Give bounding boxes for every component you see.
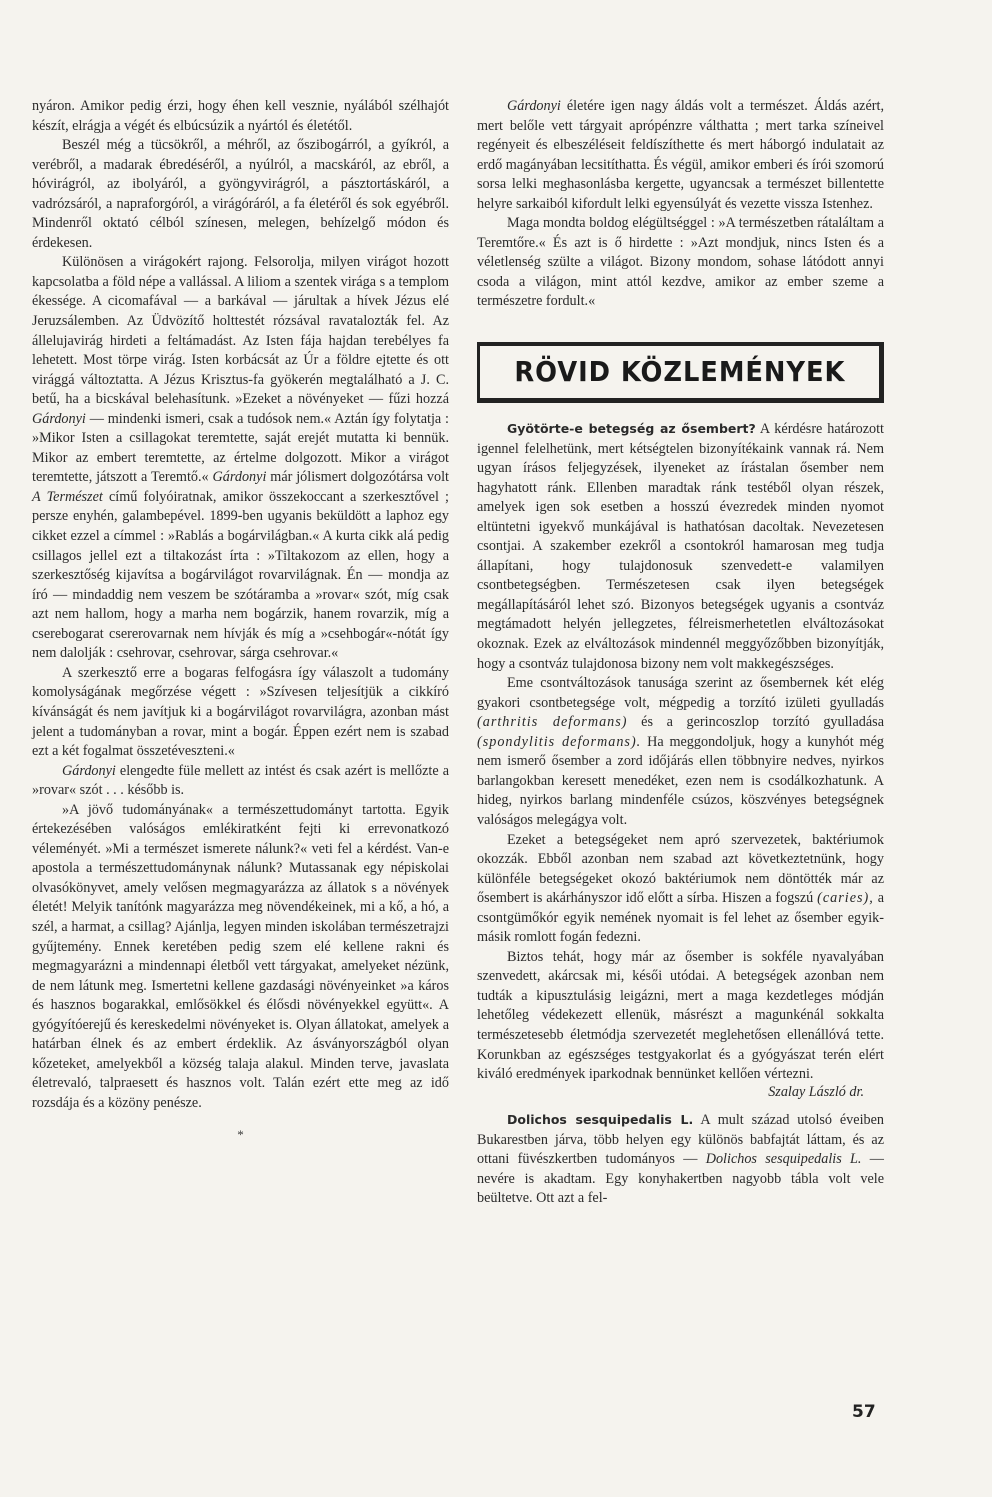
latin-term: (arthritis deformans) (477, 714, 628, 731)
text-run: című folyóiratnak, amikor összekoccant a szerkesztővel ; persze enyhén, galambepével. 1899-ben ugyanis beküldött a laphoz egy cikket ezzel a címmel : »Rablás a bogárvilágban.« A kurta cikk alá pedig csillagos jellel ezt a tiltakozást írta : »Tiltakozom az ellen, hogy a szerkesztőség kijavítsa a bogárvilágot rovarvilágnak. Én — mondja az író — mindaddig nem veszem be szótáramba a »rovar« szót, míg csak azt nem hallom, hogy a marha nem bogárzik, hanem rovarzik, míg a cserebogarat csererovarnak nem hívják és míg a »csehbogár«-nótát így nem dalolják : csehrovar, csehrovar, sárga csehrovar.« (32, 488, 449, 662)
author-name: Gárdonyi (62, 762, 116, 779)
journal-title: A Természet (32, 488, 103, 505)
text-run: Eme csontváltozások tanusága szerint az ősembernek két elég gyakori csontbetegsége volt, mégpedig a torzító izületi gyulladás (477, 675, 884, 711)
author-name: Gárdonyi (212, 469, 267, 486)
text-run: — nevére is akadtam. Egy konyhakertben nagyobb tábla volt vele beültetve. Ott azt a fel- (477, 1151, 884, 1207)
text-run: A kérdésre határozott igennel felelhetünk, mert kétségtelen bizonyítékaink vannak rá. Nem ugyan írásos feljegyzések, ilyeneket az írástalan ősember nem hagyhatott ránk. Ellenben maradtak ránk testéből olyan részek, amelyek igen sok esetben a hosszú évezredek minden nyomot eltüntetni igyekvő munkájával is hathatósan dacoltak. Nevezetesen csontjai. A szakember ezekről a csontokról hamarosan meg tudja állapítani, hogy tulajdonosuk szenvedett-e valamilyen csontbetegségben. Természetesen csak ilyen betegségek megállapításáról lehet szó. Bizonyos betegségek ugyanis a csontváz megtámadott helyén jellegzetes, félreismerhetetlen elváltozásokat okoznak. Ezek az elváltozások mindennél meggyőzőbben bizonyítják, hogy a csontváz tulajdonosa bizony nem volt makkegészséges. (477, 421, 884, 672)
article-paragraph (477, 674, 884, 830)
author-signature: Szalay László dr. (768, 1083, 864, 1100)
text-run: A mult század utolsó éveiben Bukarestben járva, több helyen egy különös babfajtát láttam, és az ottani füvészkertben tudományos — (477, 1112, 884, 1168)
text-run: Ezeket a betegségeket nem apró szervezetek, baktériumok okozzák. Ebből azonban nem szabad azt következtetnünk, hogy különféle betegségeket okozó baktériumok nem döntötték már az ősembert is akárhányszor idő előtt a sírba. Hiszen a fogszú (477, 831, 884, 907)
article-paragraph: Biztos tehát, hogy már az ősember is sokféle nyavalyában szenvedett, akárcsak mi, késői utódai. A betegségek azonban nem tudták a kipusztulásig leigázni, mert a maga kezdetleges módján lehetőleg védekezett ellenük, másrészt a magunkénál sokkalta természetesebb életmódja szervezetét meglehetősen ellenállóvá tette. Korunkban az egészséges testgyakorlat és a gyógyászat terén elért kiváló eredmények iparkodnak bennünket kellően vértezni. (477, 948, 884, 1083)
text-run: életére igen nagy áldás volt a természet. Áldás azért, mert belőle vett tárgyait aprópénzre válthatta ; mert tarka színeivel regényeit és elbeszéléseit feldíszíthette és mert háborgó indulatait az erdő magányában lecsitíthatta. És végül, amikor emberi és írói szomorú sorsa lelki meghasonlásba kergette, ugyancsak a természet billentette helyre sarkaiból kifordult lelki egyensúlyát és vezette vissza Istenhez. (477, 98, 884, 212)
author-name: Gárdonyi (507, 98, 561, 114)
section-heading-box (477, 342, 884, 403)
article-paragraph (477, 1110, 884, 1209)
author-name: Gárdonyi (32, 410, 86, 427)
section-separator-star: * (237, 1127, 244, 1143)
text-run: már jólismert dolgozótársa volt (266, 469, 449, 486)
text-run: a csontgümőkór egyik nemének nyomait is fel lehet az ősember egyik-másik romlott fogán fedezni. (477, 890, 884, 946)
paragraph: »A jövő tudományának« a természettudományt tartotta. Egyik értekezésében valóságos emlékiratként fejti ki errevonatkozó véleményét. »Mi a természet ismerete nálunk?« veti fel a kérdést. Van-e apostola a természettudománynak nálunk? Mutassanak egy népiskolai olvasókönyvet, amely velősen megmagyarázza az állatok s a növények életét! Melyik tanítónk magyarázza meg növendékeinek, mi a kő, a hó, a szél, a harmat, a csillag? Ajánlja, legyen minden iskolában természetrajzi gyűjtemény. Ennek keretében pedig szem elé kellene rakni és megmagyarázni a mindennapi életből vett tárgyakat, amelyeket nézünk, de nem látunk meg. Ismertetni kellene gazdasági növényeinket »a káros és hasznos bogarakkal, emlősökkel és élősdi növényekkel együtt«. A gyógyítóerejű és kereskedelmi növényeket is. Olyan állatokat, amelyek a határban élnek és az embert érdeklik. Az ásványországból olyan kőzeteket, amelyekből a község talaja alakul. Minden terve, javaslata életrevaló, talpraesett és hasznos volt. Talán ezért ette meg az idő rozsdája és a közöny penésze. (32, 801, 449, 1111)
page-number: 57 (852, 1402, 876, 1422)
paragraph (477, 97, 884, 214)
text-run: — mindenki ismeri, csak a tudósok nem.« Aztán így folytatja : »Mikor Isten a csillagokat teremtette, saját erejét mutatta ki bennük. Mikor az embert teremtette, az értelme dolgozott. Mikor a virágot teremtette, játszott a Teremtő.« (32, 410, 449, 486)
right-column (477, 97, 884, 1209)
article-paragraph (477, 831, 884, 948)
latin-term: (caries), (817, 890, 874, 907)
latin-term: Dolichos sesquipedalis L. (705, 1151, 862, 1168)
article-lead-title: Dolichos sesquipedalis L. (507, 1112, 694, 1128)
text-run: elengedte füle mellett az intést és csak azért is mellőzte a »rovar« szót . . . később is. (32, 762, 449, 799)
paragraph: Maga mondta boldog elégültséggel : »A természetben rátaláltam a Teremtőre.« És azt is ő hirdette : »Azt mondjuk, nincs Isten és a véletlenség szülte a világot. Bizony mondom, sohase látódott annyi csoda a világon, mint attól kezdve, amikor az ember szeme a természetre fordult.« (477, 215, 884, 310)
paragraph: nyáron. Amikor pedig érzi, hogy éhen kell vesznie, nyálából szélhajót készít, elrágja a végét és elbúcsúzik a nyártól és életétől. (32, 98, 449, 134)
left-column (32, 97, 449, 1145)
text-run: Ha meggondoljuk, hogy a kunyhót még nem ismerő ősember a zord időjárás ellen többnyire nedves, nyirkos barlangokban keresett menedéket, ezen nem is csodálkozhatunk. A hideg, nyirkos barlang mindenféle csúzos, köszvényes betegségnek valóságos melegágya volt. (477, 733, 884, 828)
text-run: és a gerincoszlop torzító gyulladása (627, 714, 885, 731)
latin-term: (spondylitis deformans). (477, 733, 642, 750)
paragraph: Beszél még a tücsökről, a méhről, az őszibogárról, a gyíkról, a verébről, a madarak ébredéséről, a nyúlról, a macskáról, az ebről, a hóvirágról, az ibolyáról, a gyöngyvirágról, a pásztortáskáról, a vadrózsáról, a napraforgóról, a virágóráról, a fa életéről és sok egyébről. Mindenről oktató célból színesen, melegen, behízelgő módon és érdekesen. (32, 137, 449, 251)
text-run: Különösen a virágokért rajong. Felsorolja, milyen virágot hozott kapcsolatba a föld népe a vallással. A liliom a szentek virága s a templom ékessége. A cicomafával — a barkával — járultak a hívek Jézus elé Jeruzsálemben. Az Üdvözítő holttestét rózsával ravatalozták fel. Az állelujavirág hirdeti a feltámadást. Az Isten fája hajdan terebélyes fa lehetett. Most törpe virág. Isten korbácsát az Úr a földre ejtette és ott virággá változtatta. A Jézus Krisztus-fa gyökerén megtalálható a J. C. betű, ha a bicskával belehasítunk. »Ezeket a növényeket — fűzi hozzá (32, 254, 449, 408)
article-paragraph (477, 419, 884, 674)
paragraph (32, 253, 449, 663)
article-lead-title: Gyötörte-e betegség az ősembert? (507, 421, 756, 437)
paragraph: A szerkesztő erre a bogaras felfogásra így válaszolt a tudomány komolyságának megőrzése végett : »Szívesen teljesítjük a cikkíró kívánságát és nem javítjuk ki a bogárvilágot rovarvilágra, azonban mást jelent a tudományban a rovar, mint a bogár. Éppen ezért nem is szabad ezt a két fogalmat összetéveszteni.« (32, 664, 449, 760)
section-heading: RÖVID KÖZLEMÉNYEK (514, 355, 845, 389)
paragraph (32, 762, 449, 801)
